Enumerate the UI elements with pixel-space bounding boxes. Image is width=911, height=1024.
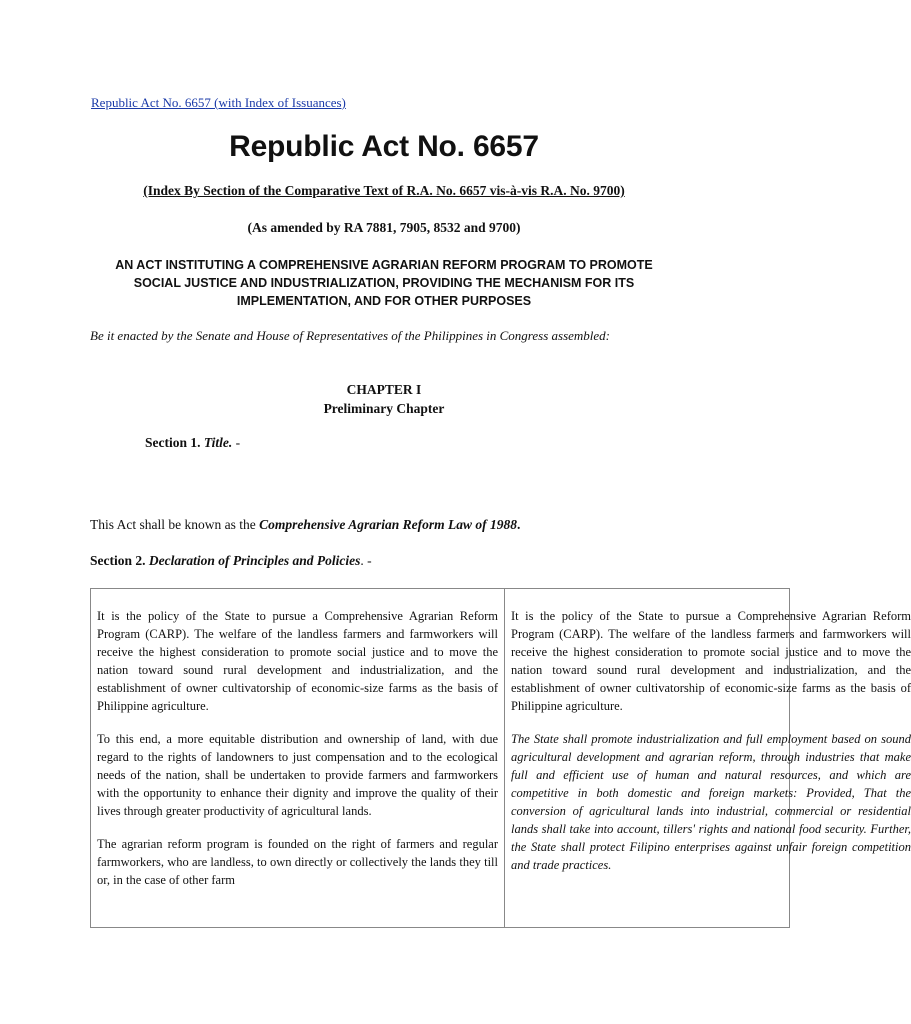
section-1-label: Section 1. (145, 435, 201, 450)
section-1-text (90, 517, 520, 533)
section-1-text-prefix: This Act shall be known as the (90, 517, 260, 532)
ra-6657-column (91, 589, 505, 927)
enacting-clause: Be it enacted by the Senate and House of Representatives of the Philippines in Congress assembled: (90, 328, 611, 343)
ra-9700-column (505, 589, 911, 927)
section-1-title: Title. (203, 435, 233, 450)
amendment-note: (As amended by RA 7881, 7905, 8532 and 9700) (247, 220, 521, 235)
right-paragraph: It is the policy of the State to pursue a Comprehensive Agrarian Reform Program (CARP). The welfare of the landless farmers and farmworkers will receive the highest consideration to promote social justice and to move the nation toward sound rural development and industrialization, and the establishment of owner cultivatorship of economic-size farms as the basis of Philippine agriculture. (511, 609, 911, 713)
section-2-title: Declaration of Principles and Policies (148, 553, 361, 568)
section-2-heading (90, 553, 372, 569)
chapter-heading (0, 380, 768, 418)
left-paragraph: To this end, a more equitable distribution and ownership of land, with due regard to the rights of landowners to just compensation and to the ecological needs of the nation, shall be undertaken to provide farmers and farmworkers with the opportunity to enhance their dignity and improve the quality of their lives through greater productivity of agricultural lands. (97, 732, 498, 818)
chapter-number: CHAPTER I (346, 382, 422, 397)
act-title: AN ACT INSTITUTING A COMPREHENSIVE AGRARIAN REFORM PROGRAM TO PROMOTE SOCIAL JUSTICE AND INDUSTRIALIZATION, PROVIDING THE MECHANISM FOR ITS IMPLEMENTATION, AND FOR OTHER PURPOSES (115, 258, 653, 308)
section-1-text-suffix: . (517, 517, 521, 532)
index-of-issuances-link[interactable]: Republic Act No. 6657 (with Index of Issuances) (91, 95, 346, 110)
section-1-suffix: - (232, 435, 241, 450)
page-title: Republic Act No. 6657 (229, 130, 539, 163)
left-paragraph: The agrarian reform program is founded on the right of farmers and regular farmworkers, who are landless, to own directly or collectively the lands they till or, in the case of other farm (97, 837, 498, 887)
left-paragraph: It is the policy of the State to pursue a Comprehensive Agrarian Reform Program (CARP). The welfare of the landless farmers and farmworkers will receive the highest consideration to promote social justice and to move the nation toward sound rural development and industrialization, and the establishment of owner cultivatorship of economic-size farms as the basis of Philippine agriculture. (97, 609, 498, 713)
chapter-name: Preliminary Chapter (323, 401, 445, 416)
section-2-suffix: . - (360, 553, 372, 568)
section-1-heading (145, 435, 240, 451)
index-subtitle: (Index By Section of the Comparative Text of R.A. No. 6657 vis-à-vis R.A. No. 9700) (143, 183, 625, 198)
law-short-title: Comprehensive Agrarian Reform Law of 1988 (259, 517, 517, 532)
section-2-label: Section 2. (90, 553, 146, 568)
comparison-table (90, 588, 911, 928)
right-paragraph-amended: The State shall promote industrialization and full employment based on sound agricultural development and agrarian reform, through industries that make full and efficient use of human and natural resources, and which are competitive in both domestic and foreign markets: Provided, That the conversion of agricultural lands into industrial, commercial or residential lands shall take into account, tillers' rights and national food security. Further, the State shall protect Filipino enterprises against unfair foreign competition and trade practices. (511, 732, 911, 872)
